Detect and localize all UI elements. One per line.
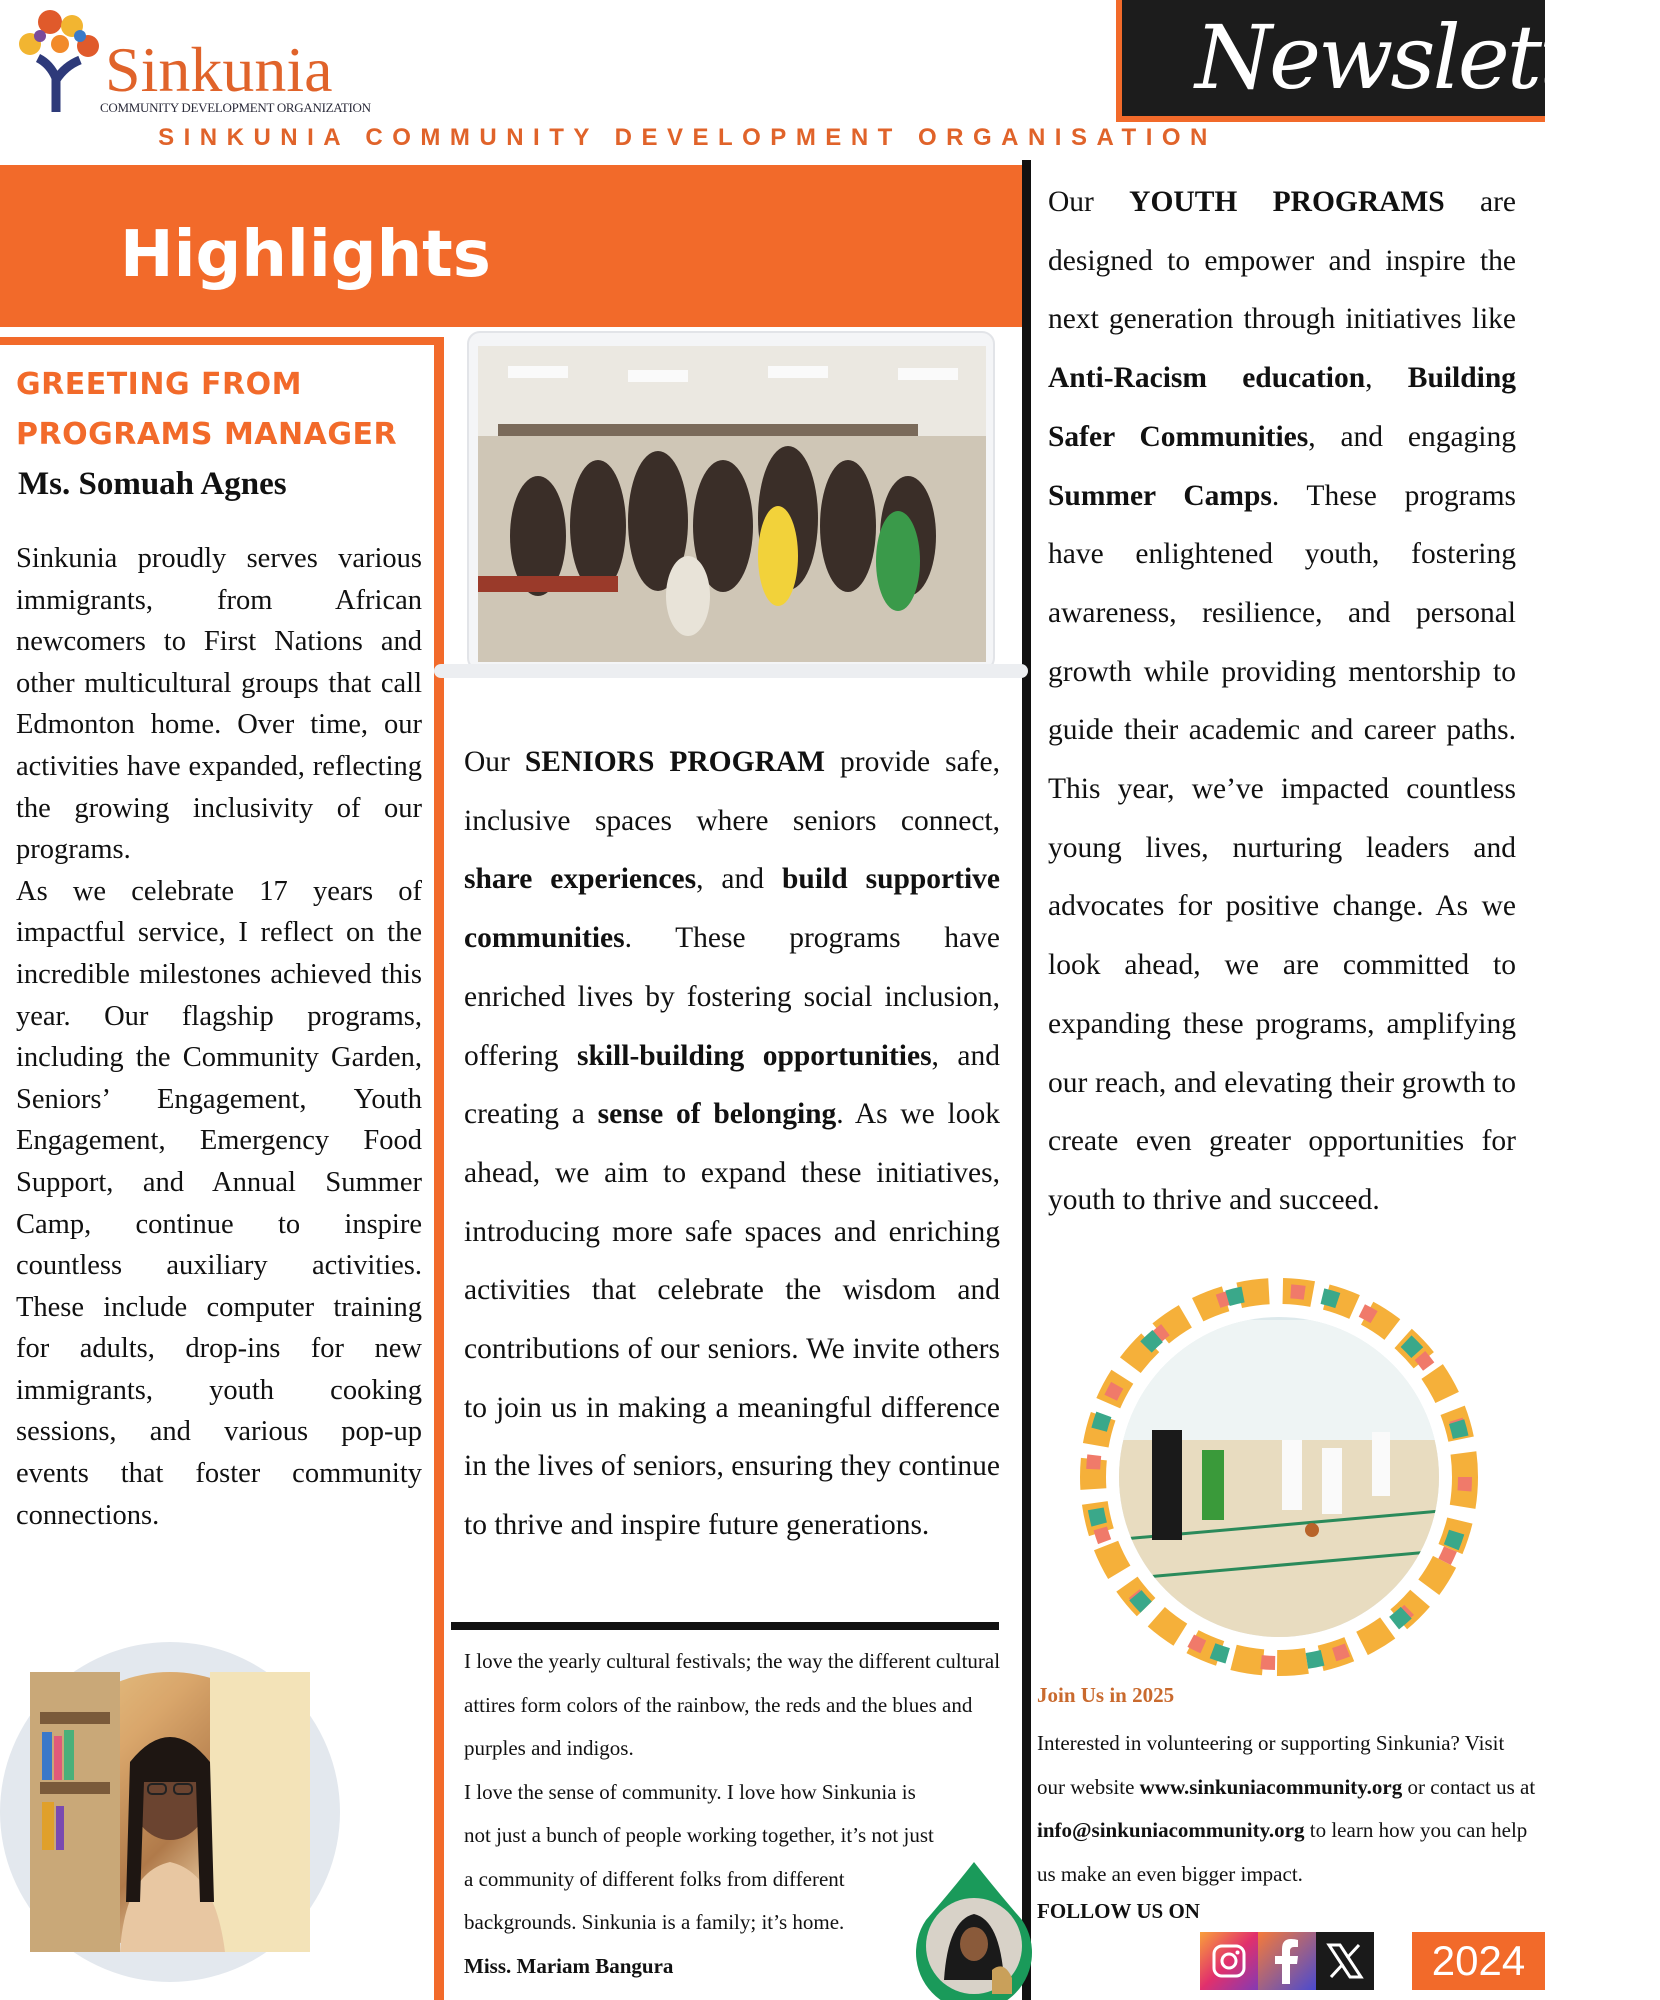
- testimonial-paragraph: I love the sense of community. I love how Sinkunia is not just a bunch of people working together, it’s not just a community of different folks from different backgrounds. Sinkunia is a family; it’s home.: [464, 1779, 934, 1934]
- manager-portrait: [30, 1672, 310, 1952]
- text-emphasis: build supportive communities: [464, 863, 1000, 955]
- org-banner-text: SINKUNIA COMMUNITY DEVELOPMENT ORGANISATION: [158, 124, 1217, 151]
- divider: [434, 337, 444, 2000]
- text-emphasis: SENIORS PROGRAM: [524, 746, 826, 778]
- text-run: Our: [1048, 186, 1130, 218]
- highlights-title: Highlights: [120, 218, 491, 292]
- manager-name: Ms. Somuah Agnes: [18, 466, 287, 502]
- follow-label: FOLLOW US ON: [1037, 1899, 1200, 1923]
- seniors-program-text: [464, 733, 1000, 1555]
- divider: [451, 1622, 999, 1630]
- text-run: to learn how you can help us make an even bigger impact.: [1037, 1818, 1528, 1886]
- x-icon[interactable]: [1316, 1932, 1374, 1990]
- greeting-heading: [16, 360, 416, 460]
- logo-subtitle: COMMUNITY DEVELOPMENT ORGANIZATION: [100, 100, 371, 115]
- logo-name: Sinkunia: [105, 34, 333, 105]
- org-banner: [0, 124, 1545, 152]
- year-badge: 2024: [1412, 1932, 1545, 1990]
- greeting-body: [16, 538, 422, 1536]
- group-photo-icon: [478, 346, 986, 662]
- text-run: ,: [1365, 362, 1408, 395]
- text-run: . These programs have enriched lives by fostering social inclusion, offering: [464, 922, 1000, 1072]
- text-run: , and: [696, 863, 782, 896]
- text-emphasis: share experiences: [464, 863, 697, 896]
- greeting-paragraph: As we celebrate 17 years of impactful service, I reflect on the incredible milestones achieved this year. Our flagship programs, including the Community Garden, Seniors’ Engagement, Youth Engagement, Emergency Food Support, and Annual Summer Camp, continue to inspire countless auxiliary activities. These include computer training for adults, drop-ins for new immigrants, youth cooking sessions, and various pop-up events that foster community connections.: [16, 875, 422, 1531]
- text-emphasis: Building Safer Communities: [1048, 362, 1516, 453]
- greeting-heading-line: PROGRAMS MANAGER: [16, 417, 398, 452]
- text-run: are designed to empower and inspire the next generation through initiatives like: [1048, 186, 1516, 336]
- social-links: [1200, 1932, 1374, 1990]
- text-emphasis: Summer Camps: [1048, 479, 1272, 512]
- text-emphasis: sense of belonging: [597, 1098, 837, 1131]
- seniors-group-photo: [478, 346, 986, 662]
- divider: [0, 337, 444, 345]
- text-run: . As we look ahead, we aim to expand these initiatives, introducing more safe spaces and enriching activities that celebrate the wisdom and contributions of our seniors. We invite others to join us in making a meaningful difference in the lives of seniors, ensuring they continue to thrive and inspire future generations.: [464, 1098, 1001, 1542]
- facebook-icon[interactable]: [1258, 1932, 1316, 1990]
- youth-program-text: [1048, 173, 1516, 1230]
- text-run: Our: [464, 746, 525, 778]
- greeting-heading-line: GREETING FROM: [16, 367, 302, 402]
- divider: [1022, 160, 1031, 2000]
- instagram-icon[interactable]: [1200, 1932, 1258, 1990]
- text-run: provide safe, inclusive spaces where seniors connect,: [464, 746, 1000, 837]
- text-run: or contact us at: [1402, 1774, 1536, 1799]
- join-title: Join Us in 2025: [1037, 1683, 1175, 1707]
- testimonial-author: Miss. Mariam Bangura: [464, 1953, 674, 1978]
- testimonial-avatar-icon: [912, 1860, 1036, 2000]
- text-run: Interested in volunteering or supporting Sinkunia? Visit our website: [1037, 1731, 1505, 1799]
- email-link[interactable]: info@sinkuniacommunity.org: [1037, 1818, 1305, 1842]
- text-run: . These programs have enlightened youth, fostering awareness, resilience, and personal growth while providing mentorship to guide their academic and career paths. This year, we’ve impacted countless young lives, nurturing leaders and advocates for positive change. As we look ahead, we are committed to expanding these programs, amplifying our reach, and elevating their growth to create even greater opportunities for youth to thrive and succeed.: [1048, 479, 1516, 1216]
- person-portrait-icon: [30, 1672, 310, 1952]
- greeting-paragraph: Sinkunia proudly serves various immigrants, from African newcomers to First Nations and other multicultural groups that call Edmonton home. Over time, our activities have expanded, reflecting the growing inclusivity of our programs.: [16, 543, 422, 866]
- text-emphasis: Anti-Racism education: [1048, 362, 1366, 395]
- text-emphasis: YOUTH PROGRAMS: [1129, 186, 1445, 218]
- youth-basketball-photo: [1082, 1280, 1476, 1674]
- newsletter-label: Newsletter: [1195, 6, 1660, 109]
- text-emphasis: skill-building opportunities: [576, 1039, 932, 1072]
- website-link[interactable]: www.sinkuniacommunity.org: [1139, 1774, 1403, 1799]
- text-run: , and engaging: [1308, 420, 1516, 453]
- tree-logo-icon: [10, 0, 110, 115]
- join-text: [1037, 1722, 1537, 1896]
- testimonial-paragraph: I love the yearly cultural festivals; the way the different cultural attires form colors of the rainbow, the reds and the blues and purples and indigos.: [464, 1649, 1001, 1760]
- text-run: , and creating a: [464, 1039, 1000, 1131]
